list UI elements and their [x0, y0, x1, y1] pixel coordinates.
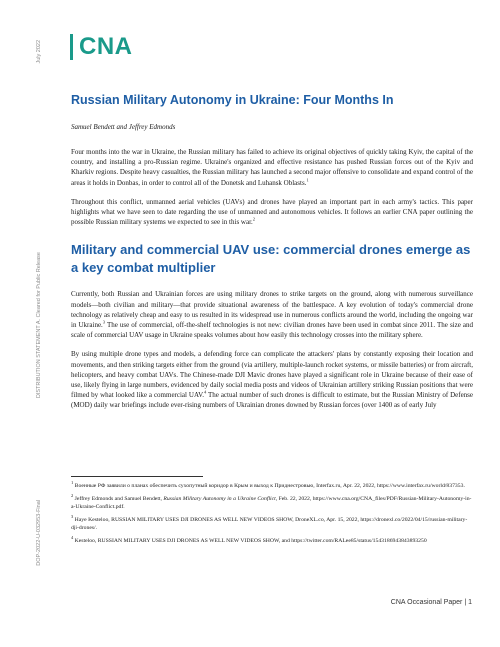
- paragraph-drone-types: By using multiple drone types and models, a defending force can complicate the attackers' plans by constantly exposing their location and movements, and then striking targets either from the ground (via artillery, multiple-launch rocket systems, or missile batteries) or from aircraft, helicopters, and heavy combat UAVs. The Chinese-made DJI Mavic drones have played a significant role in Ukraine because of their ease of use, likely flying in large numbers, evidenced by daily social media posts and videos of Ukrainian artillery striking Russian positions that were filmed by what looked like a commercial UAV.$^4$ The actual number of such drones is difficult to estimate, but the Russian Ministry of Defense (MOD) daily war briefings include ever-rising numbers of Ukrainian drones downed by Russian forces (over 1400 as of early July: [71, 350, 474, 410]
- publication-date: July 2022: [36, 40, 42, 64]
- side-margin: [0, 0, 60, 647]
- logo-text: CNA: [79, 33, 133, 60]
- footnote-1: $^1$ Военные РФ заявили о планах обеспечить сухопутный коридор в Крым и выход к Приднестровью, Interfax.ru, Apr. 22, 2022, https://www.interfax.ru/world/837353.: [71, 480, 465, 489]
- footnotes: [71, 482, 473, 550]
- footnote-divider: [71, 476, 203, 477]
- page-footer: CNA Occasional Paper | 1: [390, 599, 472, 606]
- footnote-ref-2[interactable]: 2: [252, 216, 256, 222]
- footnote-2: $^2$ Jeffrey Edmonds and Samuel Bendett, Russian Military Autonomy in a Ukraine Conflict, Feb. 22, 2022, https://www.cna.org/CNA_files/PDF/Russian-Military-Autonomy-in-a-Ukraine-Conflict.pdf.: [71, 492, 472, 511]
- footnote-ref-1[interactable]: 1: [306, 177, 309, 183]
- section-heading: Military and commercial UAV use: commercial drones emerge as a key combat multiplier: [71, 242, 471, 276]
- document-id: DOP-2022-U-032953-Final: [36, 500, 42, 566]
- logo-bar: [70, 34, 73, 60]
- paragraph-uav-overview: Throughout this conflict, unmanned aerial vehicles (UAVs) and drones have played an important part in each army's tactics. This paper highlights what we have seen to date regarding the use of unmanned and autonomous vehicles. It follows an earlier CNA paper outlining the possible Russian military systems we expected to see in this war.$^2$: [71, 197, 473, 227]
- footnote-ref-3[interactable]: 3: [102, 319, 106, 325]
- main-content: [71, 92, 473, 411]
- footnote-ref-4[interactable]: 4: [204, 389, 207, 395]
- distribution-statement: DISTRIBUTION STATEMENT A. Cleared for Public Release: [36, 252, 42, 399]
- cna-logo: [70, 33, 133, 61]
- authors: Samuel Bendett and Jeffrey Edmonds: [71, 123, 176, 131]
- paper-title: Russian Military Autonomy in Ukraine: Four Months In: [71, 93, 394, 107]
- footnote-4: $^4$ Kesteloo, RUSSIAN MILITARY USES DJI DRONES AS WELL NEW VIDEOS SHOW, and https://twitter.com/RALee85/status/1543186943843893250: [71, 535, 427, 544]
- paragraph-intro: Four months into the war in Ukraine, the Russian military has failed to achieve its original objectives of quickly taking Kyiv, the capital of the country, and installing a pro-Russian regime. Ukraine's organized and effective resistance has pushed Russian forces out of the Kyiv and Kharkiv regions. Despite heavy casualties, the Russian military has launched a second major offensive to consolidate and expand control of the areas it holds in Donbas, in order to control all of the Donetsk and Luhansk Oblasts.$^1$: [71, 148, 473, 187]
- footnote-3: $^3$ Haye Kesteloo, RUSSIAN MILITARY USES DJI DRONES AS WELL NEW VIDEOS SHOW, DroneXL.co, Apr. 15, 2022, https://dronexl.co/2022/04/15/russian-military-dji-drones/.: [71, 513, 468, 532]
- paragraph-commercial-drones: Currently, both Russian and Ukrainian forces are using military drones to strike targets on the ground, along with numerous surveillance models—both civilian and military—that provide situational awareness of the battlespace. A key evolution of today's commercial drone technology as relatively cheap and easy to us resulted in its widespread use in numerous conflicts around the world, including the ongoing war in Ukraine.$^3$ The use of commercial, off-the-shelf technologies is not new: civilian drones have been used in combat since 2011. The size and scale of commercial UAV usage in Ukraine speaks volumes about how easily this technology crosses into the military sphere.: [71, 290, 473, 340]
